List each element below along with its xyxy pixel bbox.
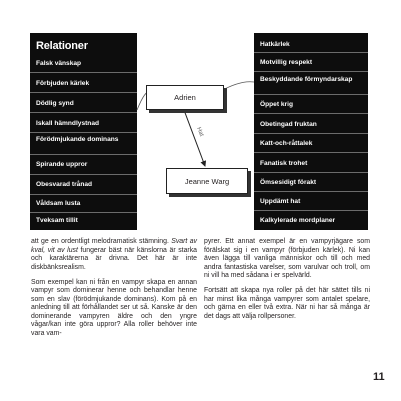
paragraph: Som exempel kan ni från en vampyr skapa en annan vampyr som dominerar henne och behandlar henne som en slav (förödmjukande dominans). Kom på en anledning till att förhållandet ser ut så. Kanske är den dominerande vampyren äldre och den yngre vågar/kan inte göra uppror? Alla roller behöver inte vara vam- [31,278,197,337]
text-column-left [31,238,197,345]
text-emphasis: Svart av kval, vit av lust [31,238,198,254]
list-item: Våldsam lusta [36,200,81,207]
list-item: Ömsesidigt förakt [260,179,317,186]
list-item: Kalkylerade mordplaner [260,217,336,224]
list-item: Beskyddande förmyndarskap [260,76,353,83]
page-number: 11 [373,371,385,383]
text-run: fungerar bäst när känslorna är starka och karaktärerna är drivna. Det här är inte diskbänksrealism. [31,246,197,271]
paragraph: Fortsätt att skapa nya roller på det här sättet tills ni har minst lika många vampyrer som antalet spelare, och gärna en eller två extra. När ni har så många är det dags att välja rollpersoner. [204,287,370,320]
list-item: Dödlig synd [36,100,74,107]
list-item: Fanatisk trohet [260,160,308,167]
list-item: Falsk vänskap [36,60,82,67]
text-run: att ge en ordentligt melodramatisk stämning. [31,238,172,245]
list-item: Förödmjukande dominans [36,136,119,143]
list-item: Förbjuden kärlek [36,80,90,87]
text-column-right [204,238,370,328]
edge-label: Hat [195,126,205,138]
list-title: Relationer [36,40,88,52]
list-item: Iskall hämndlystnad [36,120,100,127]
list-item: Öppet krig [260,101,293,108]
node-adrien: Adrien [146,85,224,110]
node-jeanne-warg: Jeanne Warg [166,168,248,194]
list-item: Hatkärlek [260,41,290,48]
list-item: Spirande uppror [36,161,88,168]
arrow-adrien-to-jeanne [184,110,205,166]
list-item: Obesvarad trånad [36,181,93,188]
list-item: Motvillig respekt [260,59,313,66]
list-item: Katt-och-råttalek [260,140,313,147]
list-item: Tveksam tillit [36,217,78,224]
list-item: Obetingad fruktan [260,121,317,128]
paragraph [31,238,197,272]
list-item: Uppdämt hat [260,198,301,205]
paragraph: pyrer. Ett annat exempel är en vampyrjägare som förälskat sig i en vampyr (förbjuden kärlek). Ni kan även lägga till vanliga människor och till och med andra fantastiska varelser, som varulvar och troll, om ni vill ha med sådana i er spelvärld. [204,238,370,279]
arrow-adrien-to-list [219,82,254,92]
